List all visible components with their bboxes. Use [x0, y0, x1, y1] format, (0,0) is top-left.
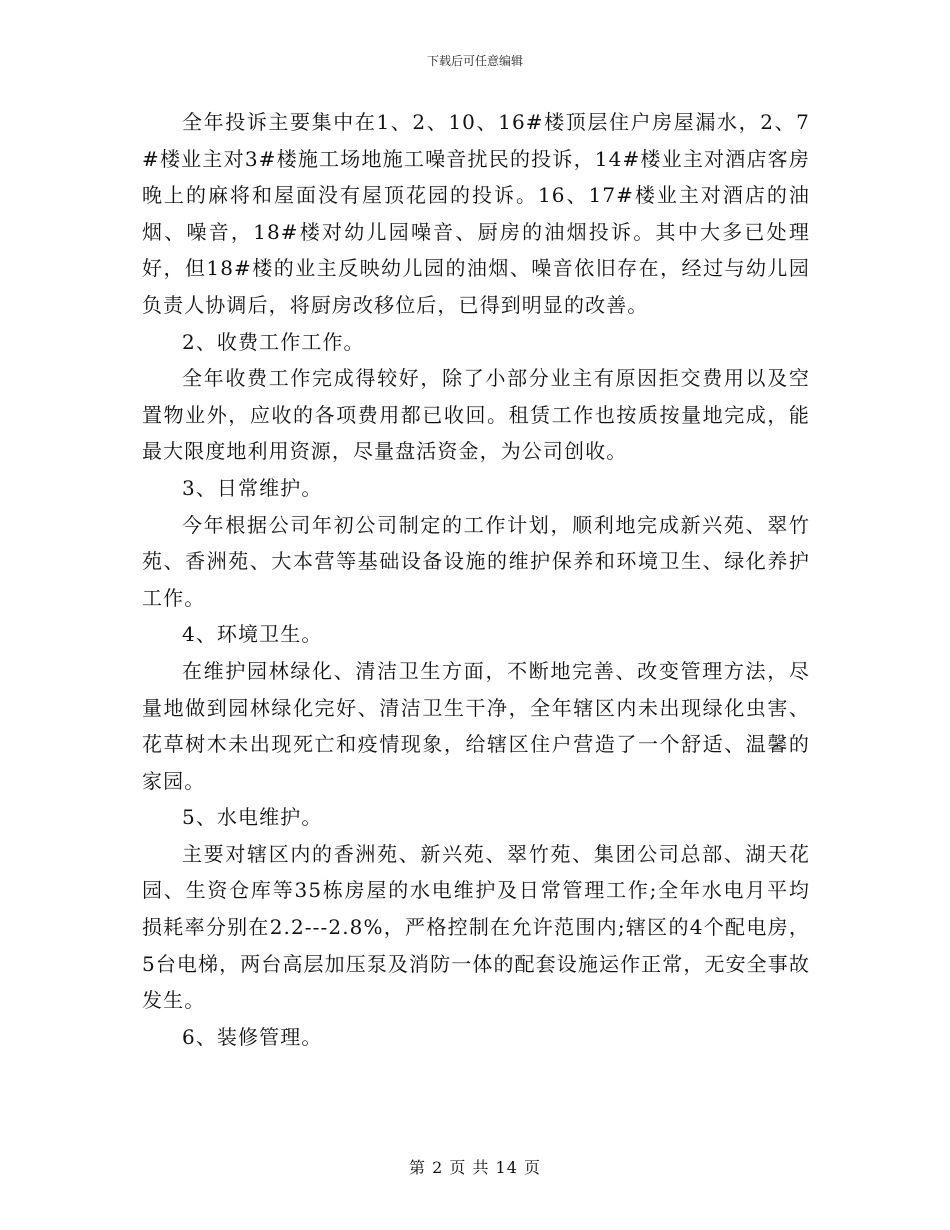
- section-heading-fees: 2、收费工作工作。: [182, 329, 365, 354]
- paragraph-fees: 全年收费工作完成得较好，除了小部分业主有原因拒交费用以及空置物业外，应收的各项费用都已收回。租赁工作也按质按量地完成，能最大限度地利用资源，尽量盘活资金，为公司创收。: [142, 366, 810, 464]
- paragraph-complaints: 全年投诉主要集中在1、2、10、16#楼顶层住户房屋漏水，2、7#楼业主对3#楼施工场地施工噪音扰民的投诉，14#楼业主对酒店客房晚上的麻将和屋面没有屋顶花园的投诉。16、17#楼业主对酒店的油烟、噪音，18#楼对幼儿园噪音、厨房的油烟投诉。其中大多已处理好，但18#楼的业主反映幼儿园的油烟、噪音依旧存在，经过与幼儿园负责人协调后，将厨房改移位后，已得到明显的改善。: [142, 110, 810, 317]
- paragraph-sanitation: 在维护园林绿化、清洁卫生方面，不断地完善、改变管理方法，尽量地做到园林绿化完好、清洁卫生干净，全年辖区内未出现绿化虫害、花草树木未出现死亡和疫情现象，给辖区住户营造了一个舒适、温馨的家园。: [142, 658, 810, 793]
- section-heading-maintenance: 3、日常维护。: [182, 475, 323, 500]
- paragraph-utilities: 主要对辖区内的香洲苑、新兴苑、翠竹苑、集团公司总部、湖天花园、生资仓库等35栋房屋的水电维护及日常管理工作;全年水电月平均损耗率分别在2.2---2.8%，严格控制在允许范围内;辖区的4个配电房，5台电梯，两台高层加压泵及消防一体的配套设施运作正常，无安全事故发生。: [142, 841, 810, 1013]
- page-header: 下载后可任意编辑: [426, 54, 523, 68]
- document-body: [142, 104, 810, 1055]
- section-heading-utilities: 5、水电维护。: [182, 805, 323, 830]
- paragraph-maintenance: 今年根据公司年初公司制定的工作计划，顺利地完成新兴苑、翠竹苑、香洲苑、大本营等基础设备设施的维护保养和环境卫生、绿化养护工作。: [142, 512, 810, 610]
- page-number: 第 2 页 共 14 页: [409, 1158, 541, 1177]
- section-heading-sanitation: 4、环境卫生。: [182, 622, 323, 647]
- section-heading-renovation: 6、装修管理。: [182, 1024, 323, 1049]
